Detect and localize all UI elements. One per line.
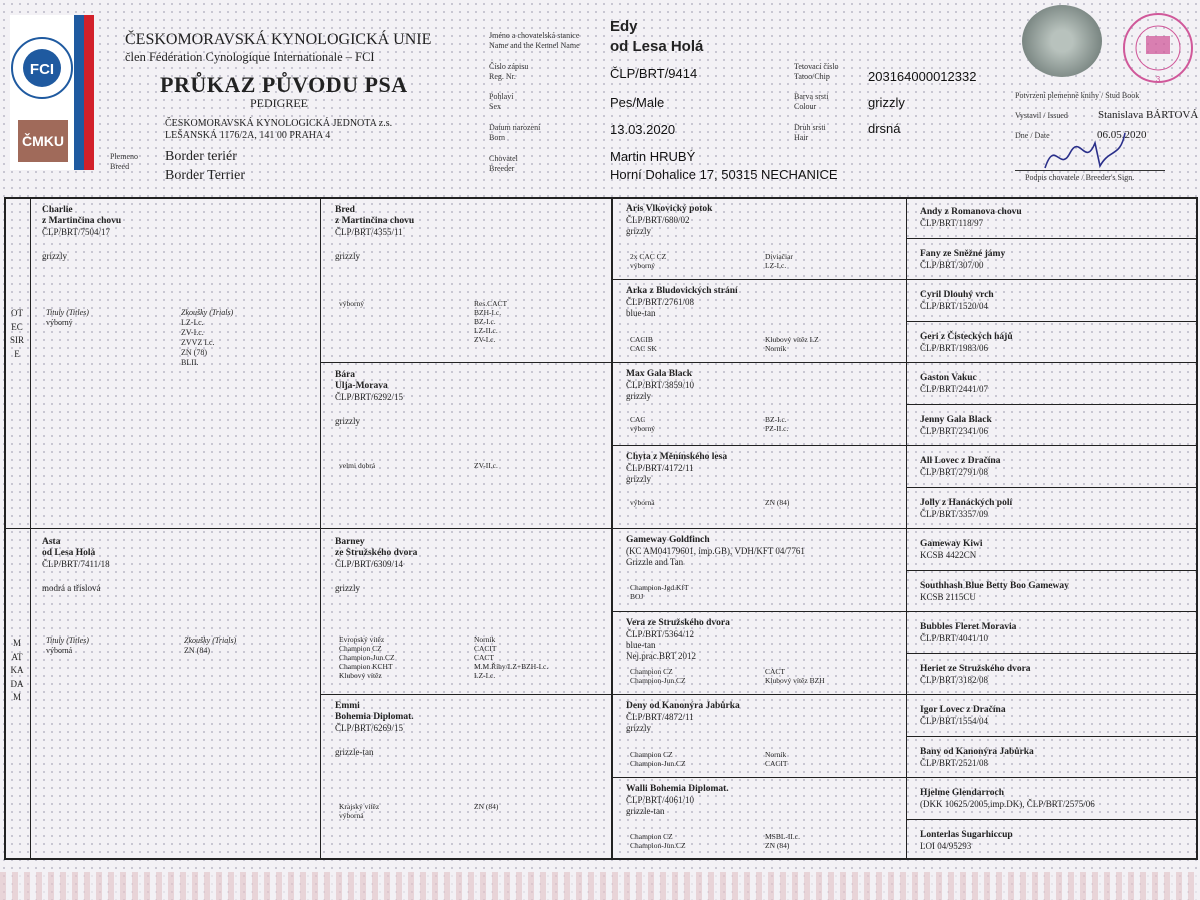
gen4-cell: Bany od Kanonýra Jabůrka ČLP/BRT/2521/08 <box>920 747 1034 768</box>
dog-kennel: od Lesa Holá <box>610 38 704 55</box>
name-label: Jméno a chovatelská stanice Name and the Kennel Name <box>489 31 580 50</box>
reg-value: ČLP/BRT/9414 <box>610 66 698 81</box>
great-grandparent-cell: Vera ze Stružského dvora ČLP/BRT/5364/12 blue-tan Nej.prac.BRT 2012 Champion CZ Champion-Jun.CZ CACT Klubový vítěz BZH <box>626 618 825 685</box>
gen4-cell: Southhash Blue Betty Boo Gameway KCSB 2115CU <box>920 581 1069 602</box>
hair-value: drsná <box>868 121 901 136</box>
gen4-cell: Geri z Čisteckých hájů ČLP/BRT/1983/06 <box>920 332 1013 353</box>
reg-label: Číslo zápisu Reg. Nr. <box>489 62 529 81</box>
great-grandparent-cell: Walli Bohemia Diplomat. ČLP/BRT/4061/10 grizzle-tan Champion CZ Champion-Jun.CZ MSBL-II.c. ZN (84) <box>626 784 800 850</box>
org-name: ČESKOMORAVSKÁ KYNOLOGICKÁ UNIE <box>125 31 432 48</box>
gen4-cell: Hjelme Glendarroch (DKK 10625/2005,imp.DK), ČLP/BRT/2575/06 <box>920 788 1095 809</box>
gen4-cell: Gameway Kiwi KCSB 4422CN <box>920 539 983 560</box>
born-value: 13.03.2020 <box>610 122 676 137</box>
great-grandparent-cell: Aris Vlkovický potok ČLP/BRT/680/02 grizzly 2x CAC CZ výborný Diviačiar LZ-I.c. <box>626 204 793 270</box>
gen4-cell: Gaston Vakuc ČLP/BRT/2441/07 <box>920 373 988 394</box>
born-label: Datum narození Born <box>489 123 541 142</box>
sex-value: Pes/Male <box>610 95 665 110</box>
colour-label: Barva srsti Colour <box>794 92 829 111</box>
great-grandparent-cell: Gameway Goldfinch (KC AM04179601, imp.GB), VDH/KFT 04/7761 Grizzle and Tan Champion-Jgd.KfT BOJ <box>626 535 805 601</box>
issued-value: Stanislava BÁRTOVÁ <box>1098 109 1199 121</box>
grandparent-cell: Emmi Bohemia Diplomat. ČLP/BRT/6269/15 grizzle-tan Krajský vítěz výborná ZN (84) <box>335 701 499 820</box>
gen4-cell: Jolly z Hanáckých polí ČLP/BRT/3357/09 <box>920 498 1013 519</box>
breeder-name: Martin HRUBÝ <box>610 149 696 164</box>
gen4-cell: Fany ze Sněžné jámy ČLP/BRT/307/00 <box>920 249 1006 270</box>
fci-logo-text: FCI <box>29 61 55 78</box>
gen4-cell: All Lovec z Dračína ČLP/BRT/2791/08 <box>920 456 1001 477</box>
great-grandparent-cell: Max Gala Black ČLP/BRT/3859/10 grizzly CAC výborný BZ-I.c. PZ-II.c. <box>626 369 789 433</box>
sire-cell: Charlie z Martinčina chovu ČLP/BRT/7504/17 grizzly Tituly (Titles) výborný Zkoušky (Trials) LZ-I.c. ZV-I.c. ZVVZ I.c. ZN (78) BLII. <box>42 205 234 367</box>
colour-value: grizzly <box>868 95 905 110</box>
breed-value-cz: Border teriér <box>165 149 237 164</box>
fci-logo <box>10 33 74 103</box>
pedigree-table <box>4 197 1198 860</box>
dam-cell: Asta od Lesa Holá ČLP/BRT/7411/18 modrá a tříslová Tituly (Titles) výborná Zkoušky (Trials) ZN (84) <box>42 537 237 655</box>
doc-subtitle: PEDIGREE <box>250 96 308 110</box>
gen4-cell: Heriet ze Stružského dvora ČLP/BRT/3182/08 <box>920 664 1031 685</box>
chip-value: 203164000012332 <box>868 69 977 84</box>
issued-label: Vystavil / Issued <box>1015 111 1068 120</box>
cmku-logo-block <box>10 15 94 170</box>
gen4-cell: Cyril Dlouhý vrch ČLP/BRT/1520/04 <box>920 290 994 311</box>
org-member: člen Fédération Cynologique Internationale – FCI <box>125 50 375 64</box>
gen4-cell: Lonterlas Sugarhiccup LOI 04/95293 <box>920 830 1013 851</box>
breeder-label: Chovatel Breeder <box>489 154 518 173</box>
great-grandparent-cell: Arka z Bludovických strání ČLP/BRT/2761/08 blue-tan CACIB CAC SK Klubový vítěz LZ Norník <box>626 286 819 353</box>
date-label: Dne / Date <box>1015 131 1050 140</box>
stamp-number: 3 <box>1155 75 1161 84</box>
gen4-cell: Bubbles Fleret Moravia ČLP/BRT/4041/10 <box>920 622 1017 643</box>
sign-label: Podpis chovatele / Breeder's Sign. <box>1025 173 1135 182</box>
date-value: 06.05.2020 <box>1097 129 1147 141</box>
stud-book-title: Potvrzení plemenné knihy / Stud Book <box>1015 91 1140 100</box>
gen4-cell: Igor Lovec z Dračína ČLP/BRT/1554/04 <box>920 705 1006 726</box>
breeder-address: Horní Dohalice 17, 50315 NECHANICE <box>610 167 838 182</box>
great-grandparent-cell: Chyta z Měnínského lesa ČLP/BRT/4172/11 grizzly výborná ZN (84) <box>626 452 790 507</box>
chip-label: Tetovací číslo Tatoo/Chip <box>794 62 839 81</box>
dog-name: Edy <box>610 18 638 35</box>
grandparent-cell: Bára Ulja-Morava ČLP/BRT/6292/15 grizzly velmi dobrá ZV-II.c. <box>335 370 498 470</box>
breed-label: Plemeno Breed <box>110 152 138 171</box>
page-bottom-edge <box>0 872 1200 900</box>
gen4-cell: Jenny Gala Black ČLP/BRT/2341/06 <box>920 415 992 436</box>
grandparent-cell: Barney ze Stružského dvora ČLP/BRT/6309/14 grizzly Evropský vítěz Champion CZ Champion-Jun.CZ Champion KCHT Klubový vítěz Norník CACIT CACT M.M.Říhy/LZ+BZH-I.c. LZ-I.c. <box>335 537 549 680</box>
doc-title: PRŮKAZ PŮVODU PSA <box>160 72 408 97</box>
hair-label: Druh srsti Hair <box>794 123 826 142</box>
breed-value-en: Border Terrier <box>165 168 246 183</box>
sex-label: Pohlaví Sex <box>489 92 514 111</box>
cmku-logo: ČMKU <box>18 120 68 162</box>
gen4-cell: Andy z Romanova chovu ČLP/BRT/118/97 <box>920 207 1022 228</box>
org2-line2: LEŠANSKÁ 1176/2A, 141 00 PRAHA 4 <box>165 130 331 141</box>
stud-book-stamp <box>1118 4 1198 90</box>
dam-side-label: MATKA DAM <box>10 638 24 702</box>
sire-side-label: OTEC SIRE <box>10 308 25 359</box>
hologram-seal <box>1022 5 1102 77</box>
org2-line1: ČESKOMORAVSKÁ KYNOLOGICKÁ JEDNOTA z.s. <box>165 118 393 129</box>
great-grandparent-cell: Deny od Kanonýra Jabůrka ČLP/BRT/4872/11 grizzly Champion CZ Champion-Jun.CZ Norník CACIT <box>626 701 788 768</box>
grandparent-cell: Bred z Martinčina chovu ČLP/BRT/4355/11 grizzly výborný Res.CACT BZH-I.c. BZ-I.c. LZ-II.c. ZV-I.c. <box>335 205 508 344</box>
